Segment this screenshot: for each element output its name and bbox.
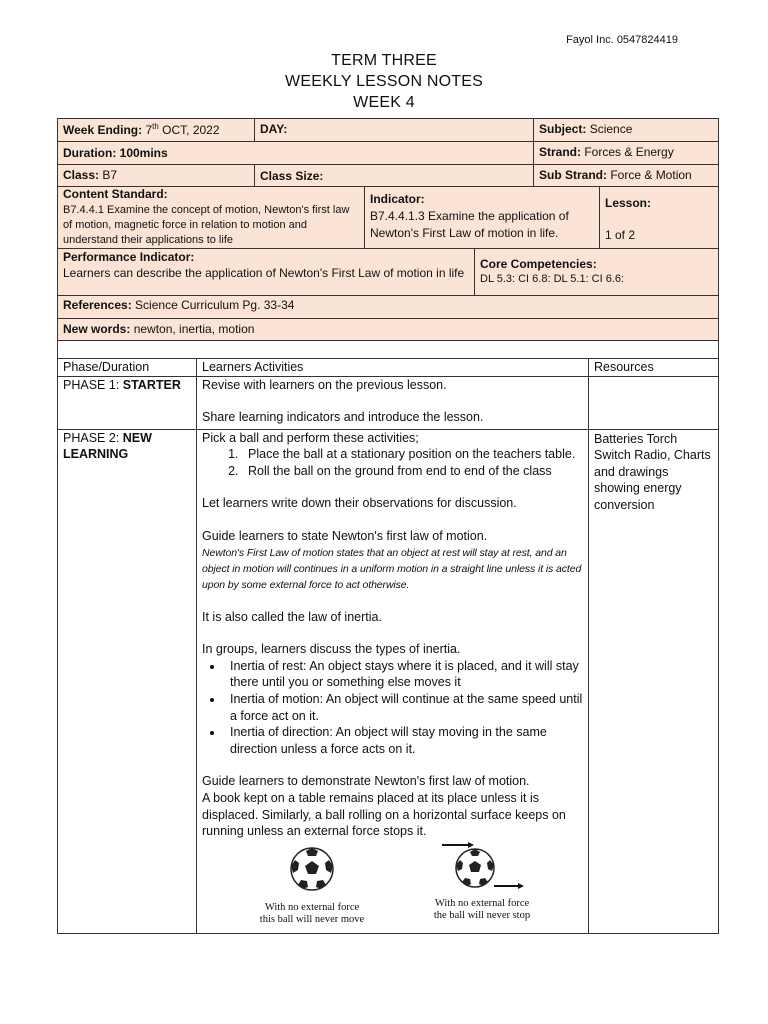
references-cell: References: Science Curriculum Pg. 33-34 xyxy=(58,296,719,319)
activity-steps xyxy=(202,446,583,479)
lesson-info-table xyxy=(57,118,719,359)
performance-indicator-cell: Performance Indicator: Learners can describe the application of Newton's First Law of motion in life xyxy=(58,249,475,296)
indicator-cell: Indicator: B7.4.4.1.3 Examine the application of Newton's First Law of motion in life. xyxy=(365,187,600,249)
stationary-ball-figure: With no external force this ball will never move xyxy=(242,846,382,927)
lesson-number-cell: Lesson: 1 of 2 xyxy=(600,187,719,249)
strand-cell: Strand: Forces & Energy xyxy=(534,142,719,165)
phase1-resources xyxy=(589,376,719,429)
class-size-cell: Class Size: xyxy=(255,165,534,187)
document-title xyxy=(0,50,768,113)
title-week: WEEK 4 xyxy=(353,94,415,111)
arrow-right-icon xyxy=(518,883,524,889)
week-ending-cell: Week Ending: 7th OCT, 2022 xyxy=(58,119,255,142)
soccer-ball-icon xyxy=(432,842,532,894)
phase1-activities: Revise with learners on the previous lesson. Share learning indicators and introduce the lesson. xyxy=(197,376,589,429)
list-item: • Inertia of motion: An object will continue at the same speed until a force act on it. xyxy=(224,691,583,724)
soccer-ball-icon xyxy=(289,846,335,892)
inertia-types-list xyxy=(202,658,583,758)
new-words-cell: New words: newton, inertia, motion xyxy=(58,319,719,341)
publisher-note: Fayol Inc. 0547824419 xyxy=(566,34,678,46)
class-cell: Class: B7 xyxy=(58,165,255,187)
list-item: 2. Roll the ball on the ground from end to end of the class xyxy=(242,463,583,480)
title-term: TERM THREE xyxy=(331,52,437,69)
rolling-ball-figure: With no external force the ball will never stop xyxy=(412,842,552,923)
core-competencies-cell: Core Competencies: DL 5.3: CI 6.8: DL 5.1: CI 6.6: xyxy=(475,249,719,296)
lesson-phases-table xyxy=(57,358,719,934)
title-notes: WEEKLY LESSON NOTES xyxy=(285,73,483,90)
subject-cell: Subject: Science xyxy=(534,119,719,142)
law-statement: Newton's First Law of motion states that an object at rest will stay at rest, and an object in motion will continues in a uniform motion in a straight line unless it is acted upon by some external force to act otherwise. xyxy=(202,546,582,591)
header-phase: Phase/Duration xyxy=(58,359,197,377)
phase2-activities: Pick a ball and perform these activities; 1. Place the ball at a stationary position on the teachers table. 2. Roll the ball on the ground from end to end of the class Let learners write down their observations for discussion. Guide learners to state Newton's first law of motion. Newton's First Law of motion states that an object at rest will stay at rest, and an object in motion will continues in a uniform motion in a straight line unless it is acted upon by some external force to act otherwise. It is also called the law of inertia. In groups, learners discuss the types of inertia. • Inertia of rest: An object stays where it is placed, and it will stay there until you or something else moves it • Inertia of motion: An object will continue at the same speed until a force act on it. • Inertia of direction: An object will stay moving in the same direction unless a force acts on it. Guide learners to demonstrate Newton's first law of motion. A book kept on a table remains placed at its place unless it is displaced. Similarly, a ball rolling on a horizontal surface keeps on running unless an external force stops it. With no external force this ball will never move With no external force the ball will never stop xyxy=(197,429,589,933)
header-resources: Resources xyxy=(589,359,719,377)
day-cell: DAY: xyxy=(255,119,534,142)
list-item: • Inertia of direction: An object will stay moving in the same direction unless a force acts on it. xyxy=(224,724,583,757)
duration-cell: Duration: 100mins xyxy=(58,142,534,165)
blank-row xyxy=(58,341,719,359)
phase2-label: PHASE 2: NEW LEARNING xyxy=(58,429,197,933)
phase1-label: PHASE 1: STARTER xyxy=(58,376,197,429)
inertia-illustration xyxy=(202,846,583,932)
header-activities: Learners Activities xyxy=(197,359,589,377)
sub-strand-cell: Sub Strand: Force & Motion xyxy=(534,165,719,187)
phase2-resources: Batteries Torch Switch Radio, Charts and drawings showing energy conversion xyxy=(589,429,719,933)
list-item: 1. Place the ball at a stationary position on the teachers table. xyxy=(242,446,583,463)
content-standard-cell: Content Standard: B7.4.4.1 Examine the concept of motion, Newton's first law of motion, magnetic force in relation to motion and understand their applications to life xyxy=(58,187,365,249)
list-item: • Inertia of rest: An object stays where it is placed, and it will stay there until you or something else moves it xyxy=(224,658,583,691)
